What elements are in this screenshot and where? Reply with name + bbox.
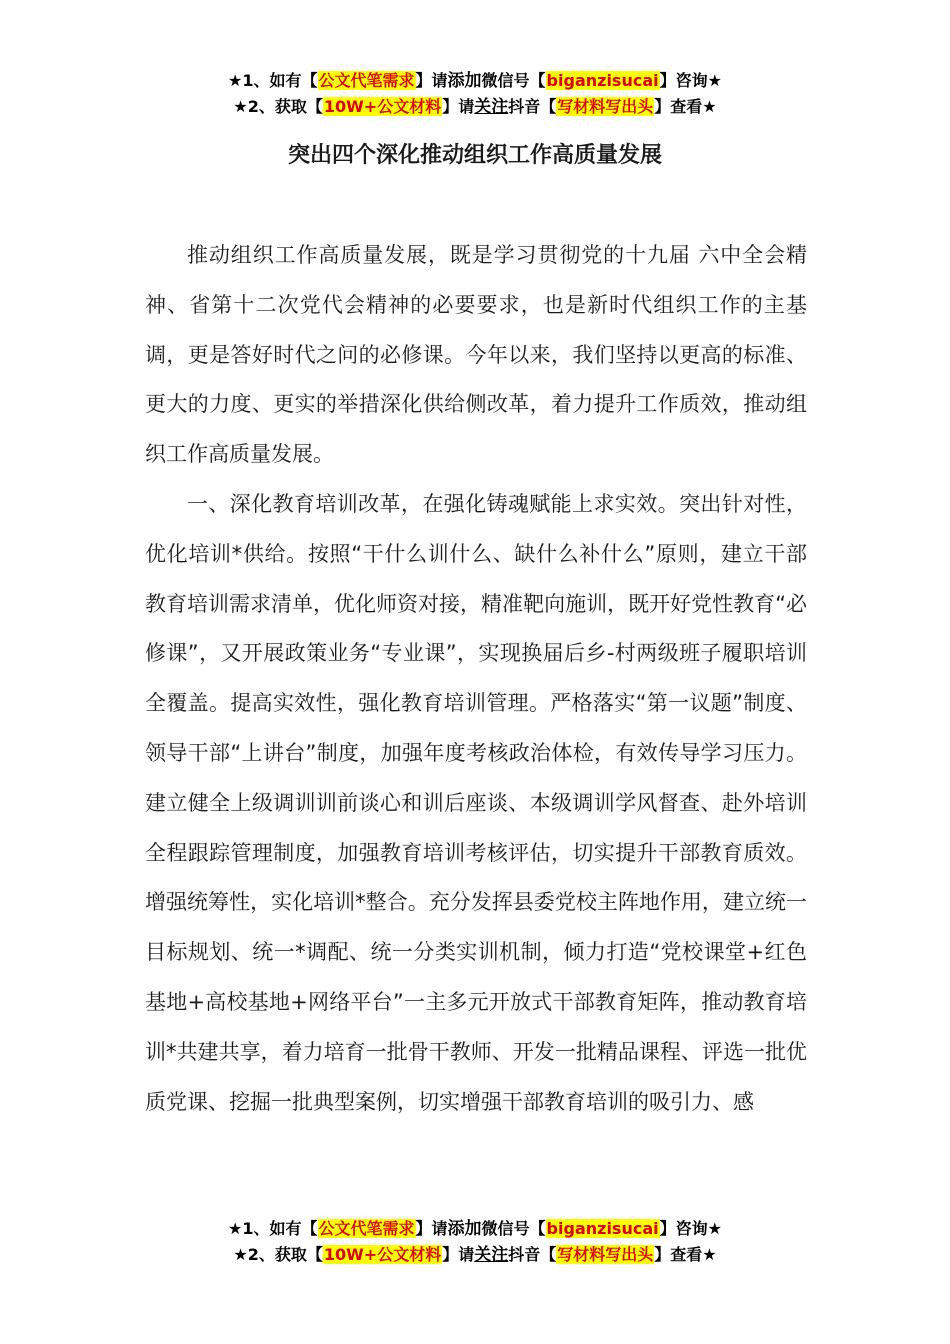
banner-line-2: ★2、获取【10W+公文材料】请关注抖音【写材料写出头】查看★ bbox=[233, 97, 717, 117]
highlight-douyin: 写材料写出头 bbox=[557, 97, 654, 116]
highlight-wechat-id: biganzisucai bbox=[546, 1219, 659, 1238]
highlight-materials: 10W+公文材料 bbox=[323, 1245, 442, 1264]
footer-line-2: ★2、获取【10W+公文材料】请关注抖音【写材料写出头】查看★ bbox=[233, 1245, 717, 1265]
paragraph-2: 一、深化教育培训改革，在强化铸魂赋能上求实效。突出针对性，优化培训*供给。按照“干什么训什么、缺什么补什么”原则，建立干部教育培训需求清单，优化师资对接，精准靶向施训，既开好党性教育“必修课”，又开展政策业务“专业课”，实现换届后乡-村两级班子履职培训全覆盖。提高实效性，强化教育培训管理。严格落实“第一议题”制度、领导干部“上讲台”制度，加强年度考核政治体检，有效传导学习压力。建立健全上级调训训前谈心和训后座谈、本级调训学风督查、赴外培训全程跟踪管理制度，加强教育培训考核评估，切实提升干部教育质效。增强统筹性，实化培训*整合。充分发挥县委党校主阵地作用，建立统一目标规划、统一*调配、统一分类实训机制，倾力打造“党校课堂+红色基地+高校基地+网络平台”一主多元开放式干部教育矩阵，推动教育培训*共建共享，着力培育一批骨干教师、开发一批精品课程、评选一批优质党课、挖掘一批典型案例，切实增强干部教育培训的吸引力、感 bbox=[145, 491, 807, 1114]
highlight-douyin: 写材料写出头 bbox=[557, 1245, 654, 1264]
highlight-wechat-id: biganzisucai bbox=[546, 71, 659, 90]
paragraph-1: 推动组织工作高质量发展，既是学习贯彻党的十九届 六中全会精神、省第十二次党代会精神的必要要求，也是新时代组织工作的主基调，更是答好时代之问的必修课。今年以来，我们坚持以更高的标准、更大的力度、更实的举措深化供给侧改革，着力提升工作质效，推动组织工作高质量发展。 bbox=[145, 243, 807, 467]
banner-line-1: ★1、如有【公文代笔需求】请添加微信号【biganzisucai】咨询★ bbox=[228, 71, 722, 91]
highlight-materials: 10W+公文材料 bbox=[323, 97, 442, 116]
highlight-service: 公文代笔需求 bbox=[318, 1219, 415, 1238]
header-banner bbox=[0, 68, 950, 120]
footer-line-1: ★1、如有【公文代笔需求】请添加微信号【biganzisucai】咨询★ bbox=[228, 1219, 722, 1239]
highlight-service: 公文代笔需求 bbox=[318, 71, 415, 90]
document-body bbox=[145, 231, 807, 1127]
document-title: 突出四个深化推动组织工作高质量发展 bbox=[287, 143, 662, 168]
footer-banner bbox=[0, 1216, 950, 1268]
